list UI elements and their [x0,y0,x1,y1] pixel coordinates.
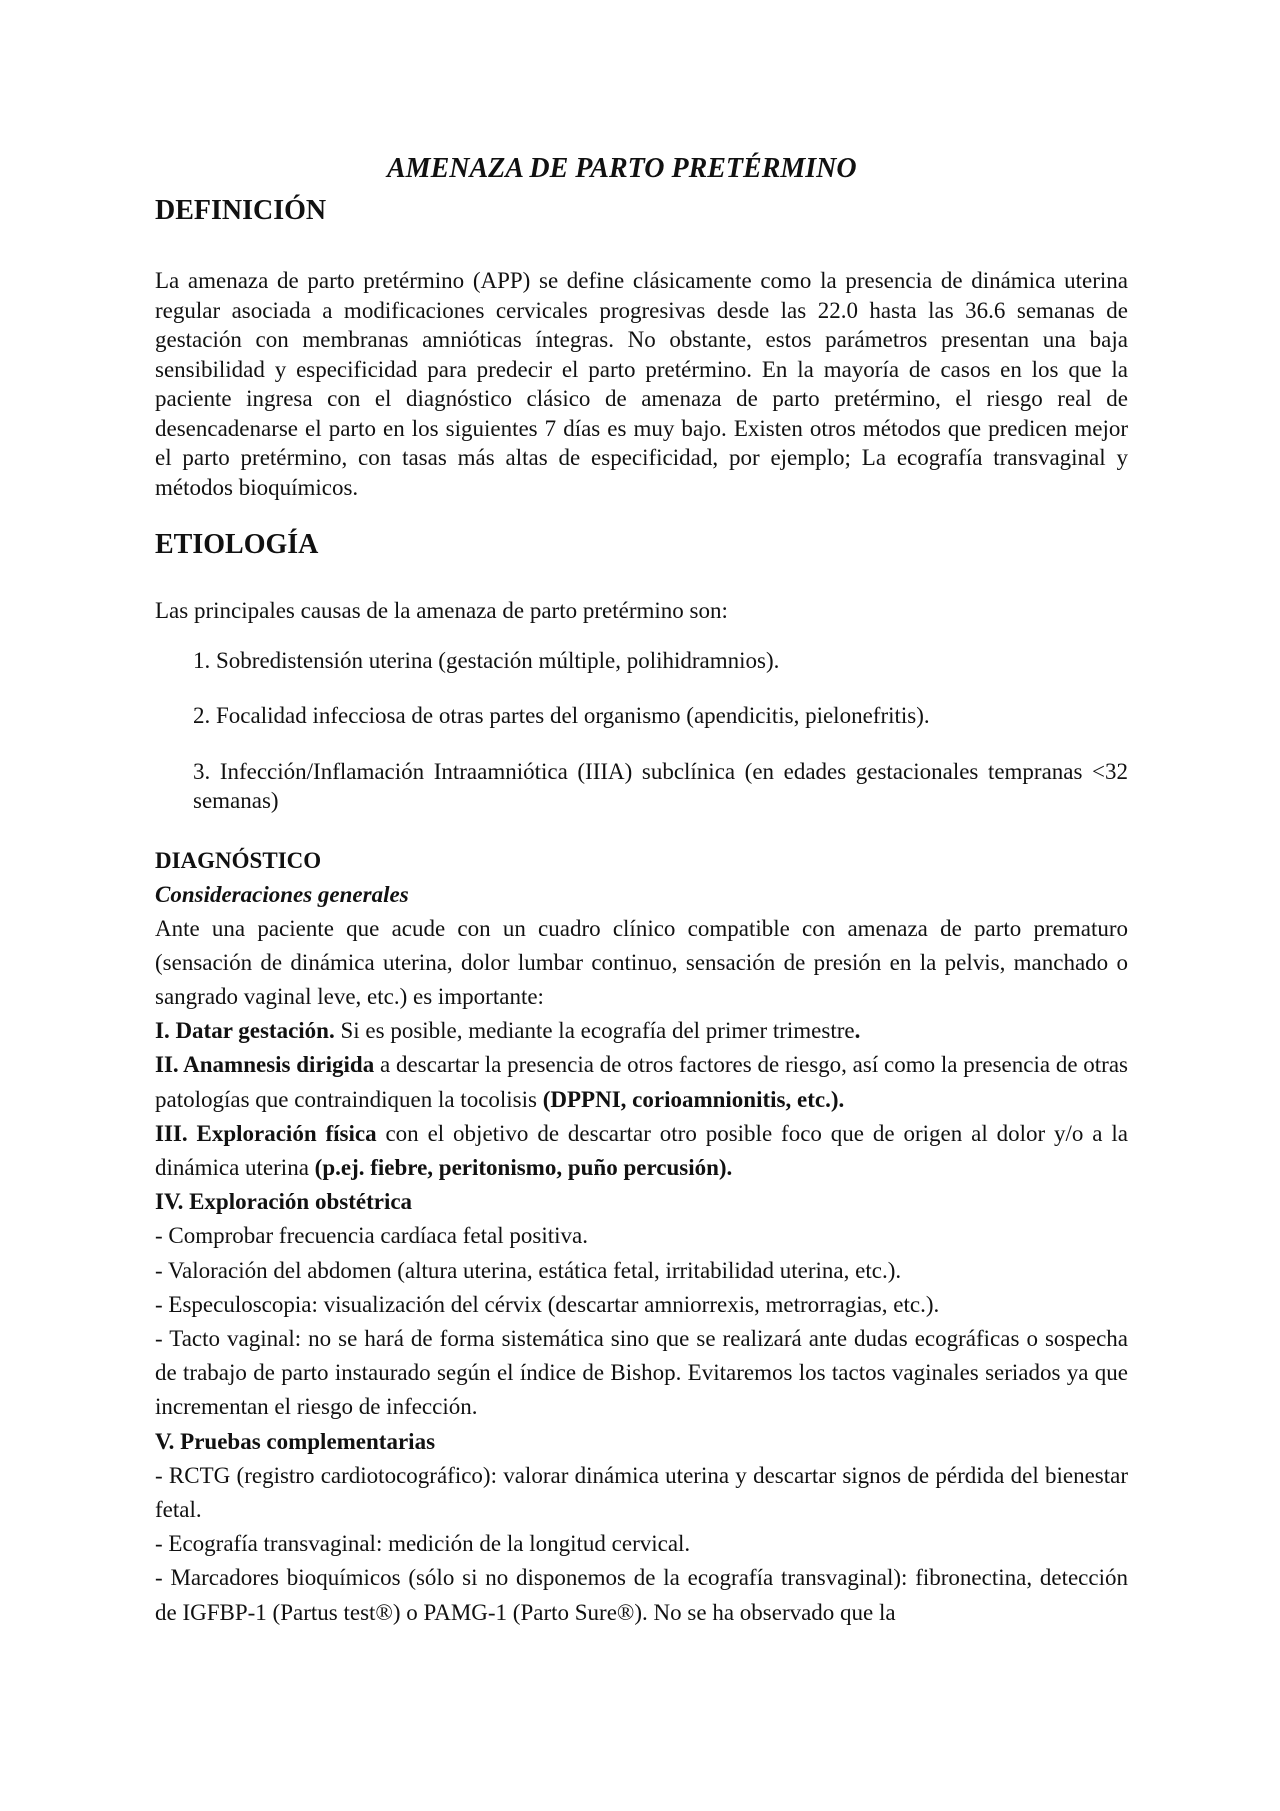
step-exploracion-fisica [155,1117,1128,1185]
step-anamnesis [155,1048,1128,1116]
step-end: . [854,1018,861,1044]
step-exploracion-obstetrica: IV. Exploración obstétrica [155,1189,413,1215]
consideraciones-subheading: Consideraciones generales [155,881,409,907]
list-item: - RCTG (registro cardiotocográfico): valorar dinámica uterina y descartar signos de pérdida del bienestar fetal. [155,1462,1128,1522]
list-item: - Comprobar frecuencia cardíaca fetal positiva. [155,1223,588,1249]
definicion-heading: DEFINICIÓN [155,195,327,226]
list-item: - Especuloscopia: visualización del cérvix (descartar amniorrexis, metrorragias, etc.). [155,1291,940,1317]
list-item: - Ecografía transvaginal: medición de la longitud cervical. [155,1531,691,1557]
causes-list [155,646,1128,816]
etiologia-heading: ETIOLOGÍA [155,529,319,560]
step-bold-text: (p.ej. fiebre, peritonismo, puño percusión). [314,1154,733,1180]
document-title: AMENAZA DE PARTO PRETÉRMINO [387,153,857,184]
list-item: 1. Sobredistensión uterina (gestación múltiple, polihidramnios). [193,647,780,673]
step-label: III. Exploración física [155,1120,377,1146]
diagnostico-intro: Ante una paciente que acude con un cuadro clínico compatible con amenaza de parto prematuro (sensación de dinámica uterina, dolor lumbar continuo, sensación de presión en la pelvis, manchado o sangrado vaginal leve, etc.) es importante: [155,915,1128,1009]
step-bold-text: (DPPNI, corioamnionitis, etc.). [542,1086,845,1112]
list-item: - Valoración del abdomen (altura uterina, estática fetal, irritabilidad uterina, etc.). [155,1257,902,1283]
step-pruebas-complementarias: V. Pruebas complementarias [155,1428,436,1454]
step-label: I. Datar gestación. [155,1018,335,1044]
list-item: - Tacto vaginal: no se hará de forma sistemática sino que se realizará ante dudas ecográficas o sospecha de trabajo de parto instaurado según el índice de Bishop. Evitaremos los tactos vaginales seriados ya que incrementan el riesgo de infección. [155,1325,1128,1420]
step-label: II. Anamnesis dirigida [155,1052,375,1078]
etiologia-intro: Las principales causas de la amenaza de parto pretérmino son: [155,598,728,623]
list-item: - Marcadores bioquímicos (sólo si no disponemos de la ecografía transvaginal): fibronectina, detección de IGFBP-1 (Partus test®) o PAMG-1 (Parto Sure®). No se ha observado que la [155,1565,1128,1625]
step-text: a descartar la presencia de otros factores de riesgo, así como la presencia de otras patologías que contraindiquen la tocolisis [155,1052,1128,1112]
list-item: 2. Focalidad infecciosa de otras partes del organismo (apendicitis, pielonefritis). [193,703,930,728]
step-datar-gestacion [155,1014,1128,1048]
diagnostico-heading: DIAGNÓSTICO [155,847,322,873]
step-text: Si es posible, mediante la ecografía del primer trimestre [334,1018,855,1044]
step-text: con el objetivo de descartar otro posible foco que de origen al dolor y/o a la dinámica uterina [155,1120,1128,1180]
definicion-paragraph: La amenaza de parto pretérmino (APP) se define clásicamente como la presencia de dinámica uterina regular asociada a modificaciones cervicales progresivas desde las 22.0 hasta las 36.6 semanas de gestación con membranas amnióticas íntegras. No obstante, estos parámetros presentan una baja sensibilidad y especificidad para predecir el parto pretérmino. En la mayoría de casos en los que la paciente ingresa con el diagnóstico clásico de amenaza de parto pretérmino, el riesgo real de desencadenarse el parto en los siguientes 7 días es muy bajo. Existen otros métodos que predicen mejor el parto pretérmino, con tasas más altas de especificidad, por ejemplo; La ecografía transvaginal y métodos bioquímicos. [155,268,1128,500]
list-item: 3. Infección/Inflamación Intraamniótica (IIIA) subclínica (en edades gestacionales tempranas <32 semanas) [193,758,1128,813]
